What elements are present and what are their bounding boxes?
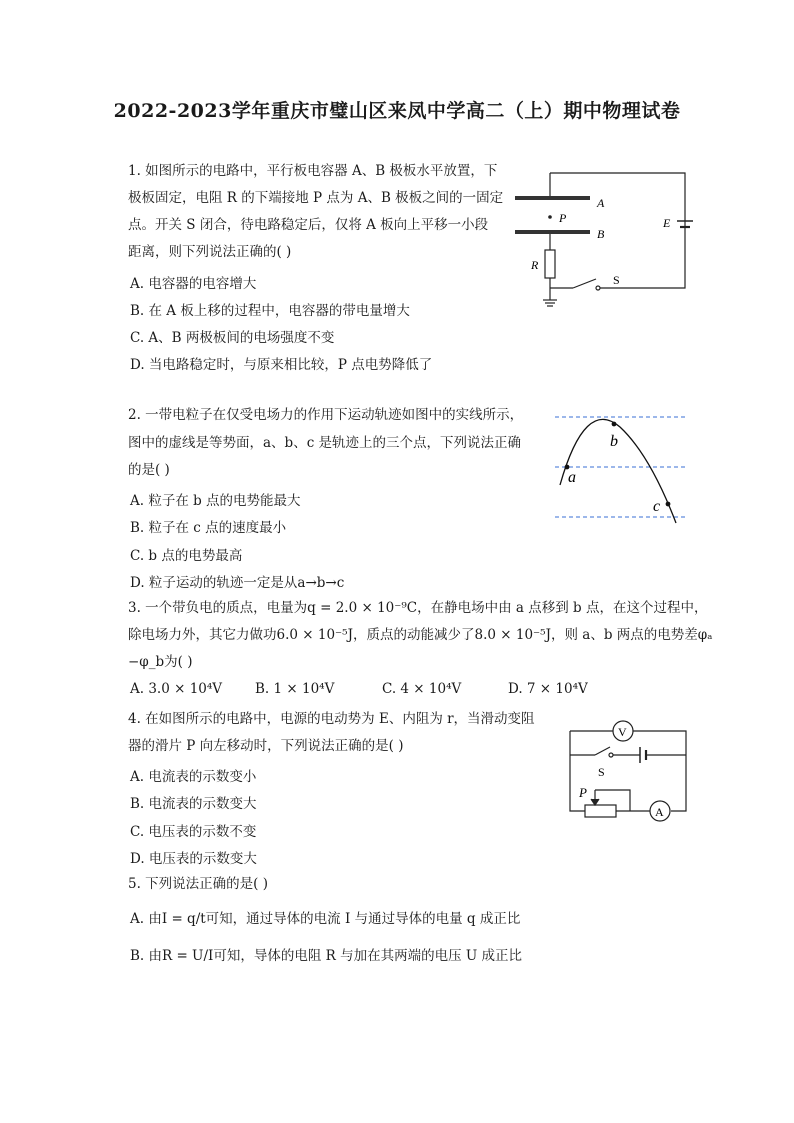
q3-option-a: A. 3.0 × 10⁴V <box>130 681 223 697</box>
q3-line-1: 3. 一个带负电的质点，电量为q = 2.0 × 10⁻⁹C，在静电场中由 a 点移到 b 点，在这个过程中， <box>128 600 708 616</box>
q1-option-b: B. 在 A 板上移的过程中，电容器的带电量增大 <box>130 303 410 319</box>
q4-option-d: D. 电压表的示数变大 <box>130 851 257 867</box>
q4-line-1: 4. 在如图所示的电路中，电源的电动势为 E、内阻为 r，当滑动变阻 <box>128 711 535 727</box>
q1-line-4: 距离，则下列说法正确的( ) <box>128 244 292 260</box>
q1-line-1: 1. 如图所示的电路中，平行板电容器 A、B 极板水平放置，下 <box>128 163 498 179</box>
label-plate-b: B <box>597 227 605 241</box>
q3-option-d: D. 7 × 10⁴V <box>508 681 588 697</box>
q3-line-2: 除电场力外，其它力做功6.0 × 10⁻⁵J，质点的动能减少了8.0 × 10⁻⁵J，则 a、b 两点的电势差φₐ <box>128 627 713 643</box>
point-p-dot <box>548 215 552 219</box>
label-ammeter-a: A <box>655 805 664 819</box>
q3-option-b: B. 1 × 10⁴V <box>255 681 335 697</box>
q5-option-b: B. 由R = U/I可知，导体的电阻 R 与加在其两端的电压 U 成正比 <box>130 948 523 964</box>
label-slider-p: P <box>579 785 587 800</box>
label-switch-s: S <box>613 273 620 287</box>
label-emf-e: E <box>663 216 671 230</box>
q3-option-c: C. 4 × 10⁴V <box>382 681 462 697</box>
label-point-a: a <box>568 469 576 486</box>
q5-line-1: 5. 下列说法正确的是( ) <box>128 876 268 892</box>
label-resistor-r: R <box>531 258 539 272</box>
q3-line-3: −φ_b为( ) <box>128 654 193 670</box>
label-point-c: c <box>653 498 661 515</box>
capacitor-circuit-figure <box>525 160 695 310</box>
q4-line-2: 器的滑片 P 向左移动时，下列说法正确的是( ) <box>128 738 404 754</box>
trajectory-figure <box>550 405 690 530</box>
q1-option-c: C. A、B 两极板间的电场强度不变 <box>130 330 335 346</box>
label-point-b: b <box>610 433 618 450</box>
q2-line-1: 2. 一带电粒子在仅受电场力的作用下运动轨迹如图中的实线所示， <box>128 407 524 423</box>
label-voltmeter-v: V <box>618 725 627 739</box>
q1-option-a: A. 电容器的电容增大 <box>130 276 257 292</box>
q2-option-c: C. b 点的电势最高 <box>130 548 243 564</box>
label-point-p: P <box>559 211 567 225</box>
q4-option-b: B. 电流表的示数变大 <box>130 796 257 812</box>
label-plate-a: A <box>597 196 605 210</box>
q2-line-3: 的是( ) <box>128 462 170 478</box>
q2-option-a: A. 粒子在 b 点的电势能最大 <box>130 493 301 509</box>
q2-option-d: D. 粒子运动的轨迹一定是从a→b→c <box>130 575 345 591</box>
label-switch-s: S <box>598 765 605 779</box>
q1-line-3: 点。开关 S 闭合，待电路稳定后，仅将 A 板向上平移一小段 <box>128 217 489 233</box>
rheostat-circuit-figure <box>560 718 695 818</box>
q5-option-a: A. 由I = q/t可知，通过导体的电流 I 与通过导体的电量 q 成正比 <box>130 911 521 927</box>
q1-option-d: D. 当电路稳定时，与原来相比较，P 点电势降低了 <box>130 357 433 373</box>
page-title: 2022-2023学年重庆市璧山区来凤中学高二（上）期中物理试卷 <box>113 100 681 122</box>
q2-line-2: 图中的虚线是等势面，a、b、c 是轨迹上的三个点，下列说法正确 <box>128 435 522 451</box>
q1-line-2: 极板固定，电阻 R 的下端接地 P 点为 A、B 极板之间的一固定 <box>128 190 504 206</box>
q4-option-c: C. 电压表的示数不变 <box>130 824 257 840</box>
q4-option-a: A. 电流表的示数变小 <box>130 769 257 785</box>
q2-option-b: B. 粒子在 c 点的速度最小 <box>130 520 287 536</box>
